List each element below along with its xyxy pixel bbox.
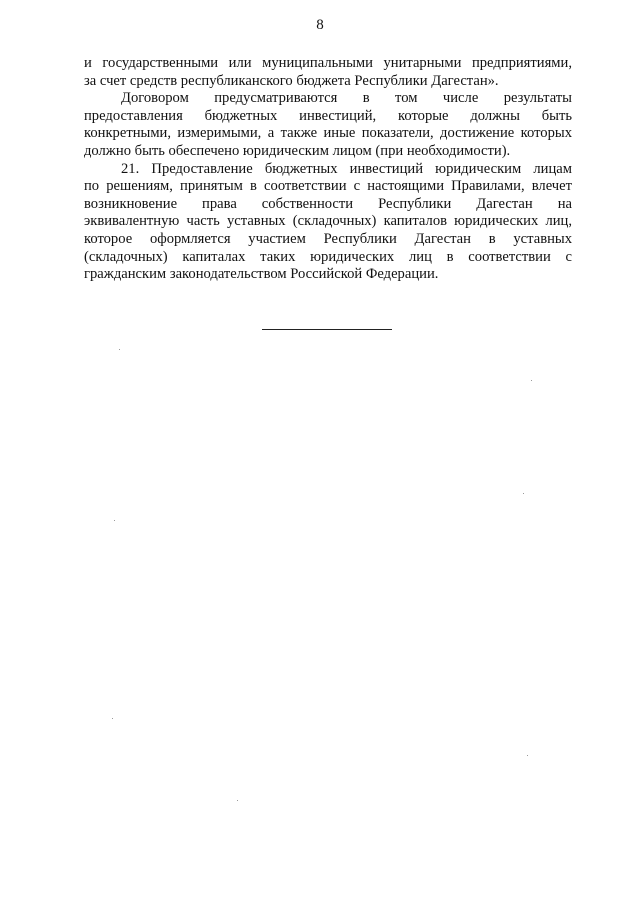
text-line: предоставления бюджетных инвестиций, которые должны быть xyxy=(84,107,572,124)
page-number: 8 xyxy=(316,17,324,33)
text-line: по решениям, принятым в соответствии с настоящими Правилами, влечет xyxy=(84,178,572,195)
text-line: конкретными, измеримыми, а также иные показатели, достижение которых xyxy=(84,125,572,142)
paragraph-clause-21 xyxy=(84,161,572,284)
scan-speck xyxy=(523,493,524,494)
text-line: (складочных) капиталах таких юридических лиц в соответствии с xyxy=(84,248,572,265)
text-line: эквивалентную часть уставных (складочных) капиталов юридических лиц, xyxy=(84,213,572,230)
text-line: Договором предусматриваются в том числе результаты xyxy=(121,90,572,107)
text-line: должно быть обеспечено юридическим лицом (при необходимости). xyxy=(84,142,511,159)
scan-speck xyxy=(531,380,532,381)
paragraph-continuation xyxy=(84,55,572,90)
end-separator-line xyxy=(262,329,392,330)
text-line: гражданским законодательством Российской Федерации. xyxy=(84,266,439,283)
scan-speck xyxy=(112,718,113,719)
scan-speck xyxy=(119,349,120,350)
text-line: 21. Предоставление бюджетных инвестиций юридическим лицам xyxy=(121,160,572,177)
paragraph-contract-results xyxy=(84,90,572,160)
scan-speck xyxy=(527,755,528,756)
text-line: возникновение права собственности Республики Дагестан на xyxy=(84,195,572,212)
scan-speck xyxy=(237,800,238,801)
text-line: которое оформляется участием Республики Дагестан в уставных xyxy=(84,230,572,247)
text-line: и государственными или муниципальными унитарными предприятиями, xyxy=(84,55,572,71)
document-body xyxy=(84,55,572,284)
scan-speck xyxy=(114,520,115,521)
text-line: за счет средств республиканского бюджета Республики Дагестан». xyxy=(84,72,499,89)
